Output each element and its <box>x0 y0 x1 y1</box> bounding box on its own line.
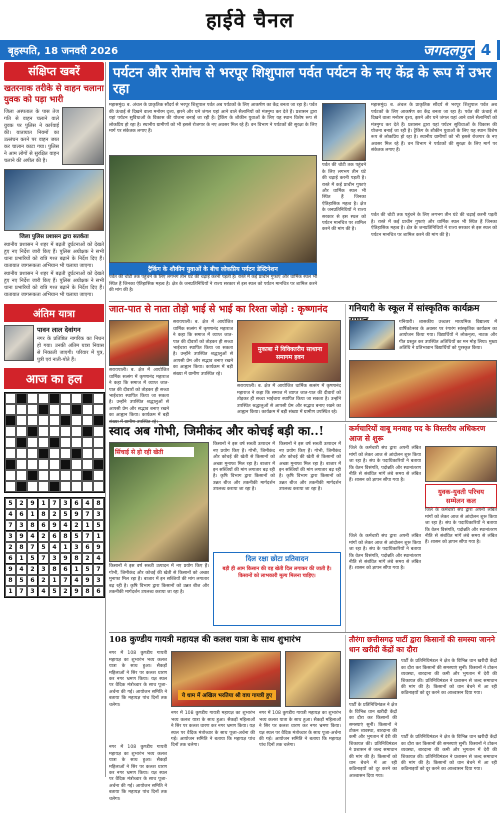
story2-headline: जात-पात से नाता तोड़ो भाई से भाई का रिश्ता जोड़ो : कृष्णानंद <box>109 304 328 316</box>
crossword-cell <box>27 448 38 459</box>
sudoku-cell: 1 <box>82 520 93 531</box>
sudoku-cell: 2 <box>82 553 93 564</box>
sudoku-cell: 6 <box>49 531 60 542</box>
crossword-cell <box>38 393 49 404</box>
story3-photo-2 <box>349 360 497 418</box>
sudoku-cell: 2 <box>27 564 38 575</box>
top-story <box>109 103 497 301</box>
crossword-cell <box>5 437 16 448</box>
sudoku-cell: 4 <box>49 542 60 553</box>
obituary-block <box>4 325 104 364</box>
sudoku-cell: 5 <box>27 553 38 564</box>
story3-headline: गनियारी के स्कूल में सांस्कृतिक कार्यक्रम <box>349 304 480 315</box>
sudoku-cell: 6 <box>71 498 82 509</box>
sudoku-cell: 8 <box>27 520 38 531</box>
story7-headline: तौरंगा छत्तीसगढ़ पार्टी द्वारा किसानों की समस्या जानने धान खरीदी केंद्रों का दौरा <box>349 635 495 654</box>
sudoku-cell: 6 <box>82 542 93 553</box>
crossword-cell <box>82 415 93 426</box>
sudoku-cell: 4 <box>27 531 38 542</box>
crossword-cell <box>93 448 104 459</box>
crossword-cell <box>71 437 82 448</box>
sudoku-cell: 4 <box>5 509 16 520</box>
story2-body-3: सरायपाली। ब. क्षेत्र में आयोजित धार्मिक सत्संग में कृष्णानंद महाराज ने कहा कि समाज में व्याप्त जात-पात की दीवारों को तोड़कर ही सच्चा भाईचारा स्थापित किया जा सकता है। उन्होंने उपस्थित श्रद्धालुओं से आपसी प्रेम और सद्भाव बनाए रखने का आह्वान किया। कार्यक्रम में बड़ी संख्या में ग्रामीण उपस्थित रहे। <box>237 384 341 415</box>
sudoku-grid <box>4 497 105 598</box>
crossword-cell <box>71 481 82 492</box>
crossword-cell <box>82 426 93 437</box>
date-bar <box>0 40 500 60</box>
story4-box <box>213 552 341 626</box>
crossword-cell <box>27 437 38 448</box>
story7-body-3: पार्टी के प्रतिनिधिमंडल ने क्षेत्र के विभिन्न धान खरीदी केंद्रों का दौरा कर किसानों की समस्याएं सुनीं। किसानों ने टोकन व्यवस्था, बारदाना की कमी और भुगतान में देरी की शिकायत की। प्रतिनिधिमंडल ने प्रशासन से जल्द समाधान की मांग की है। किसानों को धान बेचने में आ रही कठिनाइयों को दूर करने का आश्वासन दिया गया। <box>401 735 497 773</box>
crossword-cell <box>93 415 104 426</box>
crossword-cell <box>49 415 60 426</box>
sudoku-cell: 6 <box>27 575 38 586</box>
crossword-cell <box>93 459 104 470</box>
crossword-cell <box>27 393 38 404</box>
sudoku-cell: 1 <box>5 586 16 597</box>
top-story-side-photo <box>322 103 366 161</box>
story5-body: जिले के कर्मचारी संघ द्वारा अपनी लंबित मांगों को लेकर आज से आंदोलन शुरू किया जा रहा है। संघ के पदाधिकारियों ने बताया कि वेतन विसंगति, पदोन्नति और स्थानांतरण नीति से संबंधित मांगें लंबे समय से लंबित हैं। शासन को ज्ञापन सौंपा गया है। <box>349 446 421 484</box>
sudoku-cell: 5 <box>16 575 27 586</box>
page-number: 4 <box>475 40 497 60</box>
story4-box-body: बड़ी ही आम किसान की वह खेती दिल लगाकर की जाती है। किसानों को लाभकारी मूल्य मिलना चाहिए। <box>222 566 332 580</box>
crossword-cell <box>71 426 82 437</box>
story-divider-2 <box>345 424 346 632</box>
story7-photo <box>349 659 397 699</box>
crossword-cell <box>38 426 49 437</box>
crossword-cell <box>60 470 71 481</box>
crossword-cell <box>93 426 104 437</box>
story4-body-2: किसानों ने इस वर्ष सब्जी उत्पादन में नए प्रयोग किए हैं। गोभी, जिमीकंद और कोचई की खेती से किसानों को अच्छा मुनाफा मिल रहा है। बाजार में इन सब्जियों की मांग लगातार बढ़ रही है। कृषि विभाग द्वारा किसानों को उन्नत बीज और तकनीकी मार्गदर्शन उपलब्ध कराया जा रहा है। <box>213 442 275 493</box>
top-story-body: महासमुंद। ब. अंचल के प्राकृतिक सौंदर्य से भरपूर शिशुपाल पर्वत अब पर्यटकों के लिए आकर्षण का केंद्र बनता जा रहा है। पर्वत की ऊंचाई से दिखने वाला मनोरम दृश्य, झरने और घने जंगल यहां आने वाले सैलानियों को मंत्रमुग्ध कर देते हैं। प्रशासन द्वारा यहां पर्यटन सुविधाओं के विकास की योजना बनाई जा रही है। ट्रैकिंग के शौकीन युवाओं के लिए यह स्थान विशेष रूप से लोकप्रिय हो रहा है। स्थानीय ग्रामीणों को भी इससे रोजगार के नए अवसर मिल रहे हैं। वन विभाग ने पर्यटकों की सुरक्षा के लिए मार्ग पर संकेतक लगाए हैं। <box>109 103 317 134</box>
crossword-cell <box>38 459 49 470</box>
crossword-cell <box>38 448 49 459</box>
crossword-cell <box>5 481 16 492</box>
main-area <box>109 62 497 813</box>
sudoku-cell: 3 <box>38 564 49 575</box>
crossword-cell <box>5 459 16 470</box>
crossword-cell <box>49 426 60 437</box>
page-title: हाईवे चैनल <box>205 8 295 32</box>
crossword-cell <box>49 448 60 459</box>
sudoku-cell: 8 <box>82 586 93 597</box>
brief-news-body-3: स्थानीय प्रशासन ने शहर में बढ़ती दुर्घटनाओं को देखते हुए नए निर्देश जारी किए हैं। पुलिस अधीक्षक ने सभी थाना प्रभारियों को रात्रि गश्त बढ़ाने के निर्देश दिए हैं। यातायात जागरूकता अभियान भी चलाया जाएगा। <box>4 271 104 299</box>
puzzle-tag: आज का हल <box>4 368 104 389</box>
sudoku-cell: 6 <box>16 509 27 520</box>
top-story-photo <box>109 155 317 263</box>
crossword-cell <box>71 448 82 459</box>
story2-body-2: सरायपाली। ब. क्षेत्र में आयोजित धार्मिक सत्संग में कृष्णानंद महाराज ने कहा कि समाज में व्याप्त जात-पात की दीवारों को तोड़कर ही सच्चा भाईचारा स्थापित किया जा सकता है। उन्होंने उपस्थित श्रद्धालुओं से आपसी प्रेम और सद्भाव बनाए रखने का आह्वान किया। कार्यक्रम में बड़ी संख्या में ग्रामीण उपस्थित रहे। <box>173 320 233 377</box>
crossword-cell <box>16 426 27 437</box>
sudoku-cell: 5 <box>71 531 82 542</box>
crossword-cell <box>49 481 60 492</box>
story4-box-title: दिल रक्षा छोटा प्रतिवादन <box>245 555 309 564</box>
story6-body-4: नगर में 108 कुण्डीय गायत्री महायज्ञ का शुभारंभ भव्य कलश यात्रा के साथ हुआ। सैकड़ों महिलाओं ने सिर पर कलश धारण कर नगर भ्रमण किया। यज्ञ स्थल पर वैदिक मंत्रोच्चार के साथ पूजा-अर्चना की गई। आयोजन समिति ने बताया कि महायज्ञ पांच दिनों तक चलेगा। <box>109 745 167 802</box>
crossword-cell <box>38 470 49 481</box>
crossword-cell <box>5 393 16 404</box>
sudoku-cell: 6 <box>93 586 104 597</box>
crossword-cell <box>82 393 93 404</box>
sudoku-cell: 4 <box>60 520 71 531</box>
sudoku-cell: 1 <box>27 509 38 520</box>
crossword-cell <box>82 481 93 492</box>
sudoku-cell: 5 <box>5 498 16 509</box>
sudoku-cell: 4 <box>82 498 93 509</box>
crossword-cell <box>5 426 16 437</box>
sudoku-cell: 9 <box>71 586 82 597</box>
sudoku-cell: 1 <box>60 542 71 553</box>
story6-body: नगर में 108 कुण्डीय गायत्री महायज्ञ का शुभारंभ भव्य कलश यात्रा के साथ हुआ। सैकड़ों महिलाओं ने सिर पर कलश धारण कर नगर भ्रमण किया। यज्ञ स्थल पर वैदिक मंत्रोच्चार के साथ पूजा-अर्चना की गई। आयोजन समिति ने बताया कि महायज्ञ पांच दिनों तक चलेगा। <box>109 651 167 708</box>
sudoku-cell: 2 <box>71 520 82 531</box>
sudoku-cell: 7 <box>16 586 27 597</box>
middle-row <box>109 304 497 425</box>
separator <box>109 301 497 302</box>
sudoku-cell: 7 <box>60 575 71 586</box>
sudoku-cell: 8 <box>60 531 71 542</box>
sudoku-cell: 9 <box>71 509 82 520</box>
sudoku-cell: 2 <box>5 542 16 553</box>
obituary-photo <box>4 325 34 361</box>
story4-photo <box>109 442 209 562</box>
sudoku-cell: 2 <box>38 531 49 542</box>
crossword-cell <box>16 415 27 426</box>
crossword-cell <box>60 426 71 437</box>
story5-body-3: जिले के कर्मचारी संघ द्वारा अपनी लंबित मांगों को लेकर आज से आंदोलन शुरू किया जा रहा है। संघ के पदाधिकारियों ने बताया कि वेतन विसंगति, पदोन्नति और स्थानांतरण नीति से संबंधित मांगें लंबे समय से लंबित हैं। शासन को ज्ञापन सौंपा गया है। <box>349 534 421 572</box>
crossword-cell <box>5 448 16 459</box>
sudoku-cell: 3 <box>16 520 27 531</box>
story2-photo-label: मुकाबा में विविक्तरीय साधाना समागम हवन <box>252 343 328 363</box>
crossword-cell <box>60 393 71 404</box>
sudoku-cell: 9 <box>60 553 71 564</box>
sudoku-cell: 2 <box>38 575 49 586</box>
story2-photo-1 <box>109 320 169 366</box>
crossword-cell <box>93 481 104 492</box>
crossword-cell <box>82 448 93 459</box>
brief-news-photo <box>62 107 104 165</box>
crossword-cell <box>27 470 38 481</box>
crossword-cell <box>93 393 104 404</box>
sudoku-cell: 3 <box>27 586 38 597</box>
sudoku-cell: 7 <box>93 564 104 575</box>
top-story-col-2: पर्वत की चोटी तक पहुंचने के लिए लगभग तीन घंटे की चढ़ाई करनी पड़ती है। रास्ते में कई प्राचीन गुफाएं और धार्मिक स्थल भी स्थित हैं जिनका ऐतिहासिक महत्व है। क्षेत्र के जनप्रतिनिधियों ने राज्य सरकार से इस स्थल को पर्यटन मानचित्र पर शामिल करने की मांग की है। <box>322 163 366 233</box>
crossword-cell <box>16 448 27 459</box>
sudoku-cell: 9 <box>16 531 27 542</box>
sudoku-cell: 7 <box>49 498 60 509</box>
sudoku-cell: 5 <box>38 542 49 553</box>
sudoku-cell: 1 <box>93 531 104 542</box>
sudoku-cell: 1 <box>38 498 49 509</box>
sudoku-cell: 7 <box>5 520 16 531</box>
sudoku-cell: 4 <box>71 575 82 586</box>
column-divider <box>105 62 106 777</box>
story4-body-3: किसानों ने इस वर्ष सब्जी उत्पादन में नए प्रयोग किए हैं। गोभी, जिमीकंद और कोचई की खेती से किसानों को अच्छा मुनाफा मिल रहा है। बाजार में इन सब्जियों की मांग लगातार बढ़ रही है। कृषि विभाग द्वारा किसानों को उन्नत बीज और तकनीकी मार्गदर्शन उपलब्ध कराया जा रहा है। <box>279 442 341 493</box>
crossword-cell <box>5 404 16 415</box>
crossword-cell <box>16 393 27 404</box>
crossword-cell <box>82 459 93 470</box>
sudoku-cell: 2 <box>49 509 60 520</box>
crossword-cell <box>60 404 71 415</box>
sudoku-cell: 9 <box>27 498 38 509</box>
story5-label: युवक-युवती परिचय सम्मेलन कल <box>425 484 497 508</box>
crossword-cell <box>27 426 38 437</box>
story4-photo-label: सिंचाई से हो रही खेती <box>114 447 194 457</box>
crossword-cell <box>60 437 71 448</box>
left-column <box>4 62 104 598</box>
police-photo <box>4 169 104 231</box>
sudoku-cell: 8 <box>49 564 60 575</box>
brief-news-body: जिला अस्पताल के पास तेज गति से वाहन चलाने वाले युवक पर पुलिस ने कार्रवाई की। यातायात नियमों का उल्लंघन करने पर वाहन जब्त कर चालान काटा गया। पुलिस ने आम लोगों से सुरक्षित वाहन चलाने की अपील की है। <box>4 109 59 165</box>
sudoku-cell: 2 <box>16 498 27 509</box>
story6-photo-2 <box>285 651 341 707</box>
crossword-cell <box>5 470 16 481</box>
top-story-col-3: महासमुंद। ब. अंचल के प्राकृतिक सौंदर्य से भरपूर शिशुपाल पर्वत अब पर्यटकों के लिए आकर्षण का केंद्र बनता जा रहा है। पर्वत की ऊंचाई से दिखने वाला मनोरम दृश्य, झरने और घने जंगल यहां आने वाले सैलानियों को मंत्रमुग्ध कर देते हैं। प्रशासन द्वारा यहां पर्यटन सुविधाओं के विकास की योजना बनाई जा रही है। ट्रैकिंग के शौकीन युवाओं के लिए यह स्थान विशेष रूप से लोकप्रिय हो रहा है। स्थानीय ग्रामीणों को भी इससे रोजगार के नए अवसर मिल रहे हैं। वन विभाग ने पर्यटकों की सुरक्षा के लिए मार्ग पर संकेतक लगाए हैं। <box>371 103 497 154</box>
crossword-grid <box>4 392 105 493</box>
crossword-cell <box>93 404 104 415</box>
story-divider-3 <box>345 635 346 813</box>
sudoku-cell: 5 <box>60 509 71 520</box>
sudoku-cell: 8 <box>5 575 16 586</box>
crossword-cell <box>93 437 104 448</box>
masthead <box>0 0 500 60</box>
sudoku-cell: 1 <box>49 575 60 586</box>
crossword-cell <box>16 404 27 415</box>
bottom-row <box>109 635 497 813</box>
issue-date: बृहस्पति, 18 जनवरी 2026 <box>8 46 119 57</box>
sudoku-cell: 4 <box>16 564 27 575</box>
sudoku-cell: 7 <box>38 553 49 564</box>
sudoku-cell: 5 <box>49 586 60 597</box>
top-story-col-3b: पर्वत की चोटी तक पहुंचने के लिए लगभग तीन घंटे की चढ़ाई करनी पड़ती है। रास्ते में कई प्राचीन गुफाएं और धार्मिक स्थल भी स्थित हैं जिनका ऐतिहासिक महत्व है। क्षेत्र के जनप्रतिनिधियों ने राज्य सरकार से इस स्थल को पर्यटन मानचित्र पर शामिल करने की मांग की है। <box>371 213 497 238</box>
crossword-cell <box>71 404 82 415</box>
sudoku-cell: 5 <box>82 564 93 575</box>
crossword-cell <box>82 470 93 481</box>
story2-photo-2 <box>237 320 341 382</box>
obituary-name: पावन लाल देवांगन <box>37 326 81 335</box>
crossword-cell <box>60 459 71 470</box>
sudoku-cell: 9 <box>5 564 16 575</box>
top-story-headline: पर्यटन और रोमांच से भरपूर शिशुपाल पर्वत पर्यटन के नए केंद्र के रूप में उभर रहा <box>109 62 497 100</box>
sudoku-cell: 1 <box>71 564 82 575</box>
sudoku-cell: 5 <box>93 520 104 531</box>
sudoku-cell: 3 <box>49 553 60 564</box>
crossword-cell <box>27 404 38 415</box>
crossword-cell <box>38 415 49 426</box>
sudoku-cell: 6 <box>60 564 71 575</box>
brand-area <box>0 0 500 40</box>
story4-body: किसानों ने इस वर्ष सब्जी उत्पादन में नए प्रयोग किए हैं। गोभी, जिमीकंद और कोचई की खेती से किसानों को अच्छा मुनाफा मिल रहा है। बाजार में इन सब्जियों की मांग लगातार बढ़ रही है। कृषि विभाग द्वारा किसानों को उन्नत बीज और तकनीकी मार्गदर्शन उपलब्ध कराया जा रहा है। <box>109 564 209 595</box>
sudoku-cell: 3 <box>71 542 82 553</box>
police-photo-caption: जिला पुलिस प्रशासन द्वारा सतर्कता <box>19 234 89 241</box>
story6-photo-label: ये धाम में अखिल भरतिया श्री वाघ गायत्री हुए <box>178 690 276 700</box>
crossword-cell <box>27 415 38 426</box>
crossword-cell <box>49 459 60 470</box>
crossword-cell <box>38 437 49 448</box>
sudoku-cell: 1 <box>16 553 27 564</box>
crossword-cell <box>60 481 71 492</box>
crossword-cell <box>27 481 38 492</box>
crossword-cell <box>49 393 60 404</box>
brief-news-tag: संक्षिप्त खबरें <box>4 62 104 81</box>
story6-headline: 108 कुण्डीय गायत्री महायज्ञ की कलश यात्रा के साथ शुभारंभ <box>109 635 301 646</box>
crossword-cell <box>82 437 93 448</box>
sudoku-cell: 6 <box>38 520 49 531</box>
crossword-cell <box>16 459 27 470</box>
sudoku-cell: 3 <box>60 498 71 509</box>
separator-3 <box>109 632 497 633</box>
top-story-photo-strip: ट्रैकिंग के शौकीन युवाओं के बीच लोकप्रिय पर्यटन डेस्टिनेशन <box>109 263 317 275</box>
sudoku-cell: 6 <box>5 553 16 564</box>
crossword-cell <box>49 437 60 448</box>
brief-news-row <box>4 107 104 165</box>
story5-photo <box>425 446 497 482</box>
story7-body: पार्टी के प्रतिनिधिमंडल ने क्षेत्र के विभिन्न धान खरीदी केंद्रों का दौरा कर किसानों की समस्याएं सुनीं। किसानों ने टोकन व्यवस्था, बारदाना की कमी और भुगतान में देरी की शिकायत की। प्रतिनिधिमंडल ने प्रशासन से जल्द समाधान की मांग की है। किसानों को धान बेचने में आ रही कठिनाइयों को दूर करने का आश्वासन दिया गया। <box>401 659 497 697</box>
sudoku-cell: 3 <box>5 531 16 542</box>
crossword-cell <box>71 459 82 470</box>
crossword-cell <box>16 470 27 481</box>
story5-body-2: जिले के कर्मचारी संघ द्वारा अपनी लंबित मांगों को लेकर आज से आंदोलन शुरू किया जा रहा है। संघ के पदाधिकारियों ने बताया कि वेतन विसंगति, पदोन्नति और स्थानांतरण नीति से संबंधित मांगें लंबे समय से लंबित हैं। शासन को ज्ञापन सौंपा गया है। <box>425 508 497 546</box>
sudoku-cell: 9 <box>93 542 104 553</box>
sudoku-cell: 9 <box>49 520 60 531</box>
crossword-cell <box>60 415 71 426</box>
story3-body: गनियारी। शासकीय उच्चतर माध्यमिक विद्यालय में वार्षिकोत्सव के अवसर पर रंगारंग सांस्कृतिक कार्यक्रम का आयोजन किया गया। विद्यार्थियों ने लोकनृत्य, नाटक और गीत प्रस्तुत कर उपस्थित अतिथियों का मन मोह लिया। मुख्य अतिथि ने प्रतिभावान विद्यार्थियों को पुरस्कृत किया। <box>399 320 497 351</box>
sudoku-cell: 4 <box>38 586 49 597</box>
crossword-cell <box>60 448 71 459</box>
sudoku-cell: 8 <box>16 542 27 553</box>
sudoku-cell: 4 <box>93 553 104 564</box>
story6-body-3: नगर में 108 कुण्डीय गायत्री महायज्ञ का शुभारंभ भव्य कलश यात्रा के साथ हुआ। सैकड़ों महिलाओं ने सिर पर कलश धारण कर नगर भ्रमण किया। यज्ञ स्थल पर वैदिक मंत्रोच्चार के साथ पूजा-अर्चना की गई। आयोजन समिति ने बताया कि महायज्ञ पांच दिनों तक चलेगा। <box>259 711 341 749</box>
lower-row <box>109 424 497 632</box>
crossword-cell <box>71 393 82 404</box>
story2-body: सरायपाली। ब. क्षेत्र में आयोजित धार्मिक सत्संग में कृष्णानंद महाराज ने कहा कि समाज में व्याप्त जात-पात की दीवारों को तोड़कर ही सच्चा भाईचारा स्थापित किया जा सकता है। उन्होंने उपस्थित श्रद्धालुओं से आपसी प्रेम और सद्भाव बनाए रखने का आह्वान किया। कार्यक्रम में बड़ी संख्या में ग्रामीण उपस्थित रहे। <box>109 368 169 425</box>
crossword-cell <box>93 470 104 481</box>
edition-name: जगदलपुर <box>423 43 472 59</box>
story5-headline: कर्मचारियों वाबू मनवाह पद के विस्तरीय अधिकरण आज से शुरू <box>349 424 486 443</box>
obituary-tag: अंतिम यात्रा <box>4 304 104 322</box>
brief-news-headline: खतरनाक तरीके से वाहन चलाना युवक को पड़ा भारी <box>4 84 104 105</box>
sudoku-cell: 3 <box>93 575 104 586</box>
sudoku-cell: 3 <box>93 509 104 520</box>
story6-body-2: नगर में 108 कुण्डीय गायत्री महायज्ञ का शुभारंभ भव्य कलश यात्रा के साथ हुआ। सैकड़ों महिलाओं ने सिर पर कलश धारण कर नगर भ्रमण किया। यज्ञ स्थल पर वैदिक मंत्रोच्चार के साथ पूजा-अर्चना की गई। आयोजन समिति ने बताया कि महायज्ञ पांच दिनों तक चलेगा। <box>171 711 255 749</box>
story6-photo <box>171 651 281 707</box>
sudoku-cell: 7 <box>27 542 38 553</box>
sudoku-cell: 7 <box>82 531 93 542</box>
crossword-cell <box>16 481 27 492</box>
sudoku-cell: 2 <box>60 586 71 597</box>
sudoku-cell: 8 <box>71 553 82 564</box>
story3-photo-1 <box>349 320 395 350</box>
crossword-cell <box>49 404 60 415</box>
crossword-cell <box>5 415 16 426</box>
brief-news-body-2: स्थानीय प्रशासन ने शहर में बढ़ती दुर्घटनाओं को देखते हुए नए निर्देश जारी किए हैं। पुलिस अधीक्षक ने सभी थाना प्रभारियों को रात्रि गश्त बढ़ाने के निर्देश दिए हैं। यातायात जागरूकता अभियान भी चलाया जाएगा। <box>4 242 104 270</box>
sudoku-cell: 8 <box>93 498 104 509</box>
story4-headline: स्वाद अब गोभी, जिमीकंद और कोचई बड़ी का..! <box>109 424 324 439</box>
obituary-body: नगर के प्रतिष्ठित नागरिक का निधन हो गया। उनकी अंतिम यात्रा निवास से निकाली जाएगी। परिवार में पुत्र, पुत्री एवं नाती-पोते हैं। <box>37 336 104 364</box>
top-story-body-2: पर्वत की चोटी तक पहुंचने के लिए लगभग तीन घंटे की चढ़ाई करनी पड़ती है। रास्ते में कई प्राचीन गुफाएं और धार्मिक स्थल भी स्थित हैं जिनका ऐतिहासिक महत्व है। क्षेत्र के जनप्रतिनिधियों ने राज्य सरकार से इस स्थल को पर्यटन मानचित्र पर शामिल करने की मांग की है। <box>109 275 317 294</box>
sudoku-cell: 8 <box>38 509 49 520</box>
crossword-cell <box>16 437 27 448</box>
story-divider <box>345 304 346 421</box>
crossword-cell <box>71 415 82 426</box>
crossword-cell <box>27 459 38 470</box>
crossword-cell <box>38 481 49 492</box>
crossword-cell <box>82 404 93 415</box>
crossword-cell <box>71 470 82 481</box>
sudoku-cell: 7 <box>82 509 93 520</box>
story7-body-2: पार्टी के प्रतिनिधिमंडल ने क्षेत्र के विभिन्न धान खरीदी केंद्रों का दौरा कर किसानों की समस्याएं सुनीं। किसानों ने टोकन व्यवस्था, बारदाना की कमी और भुगतान में देरी की शिकायत की। प्रतिनिधिमंडल ने प्रशासन से जल्द समाधान की मांग की है। किसानों को धान बेचने में आ रही कठिनाइयों को दूर करने का आश्वासन दिया गया। <box>349 703 397 779</box>
crossword-cell <box>49 470 60 481</box>
crossword-cell <box>38 404 49 415</box>
sudoku-cell: 9 <box>82 575 93 586</box>
